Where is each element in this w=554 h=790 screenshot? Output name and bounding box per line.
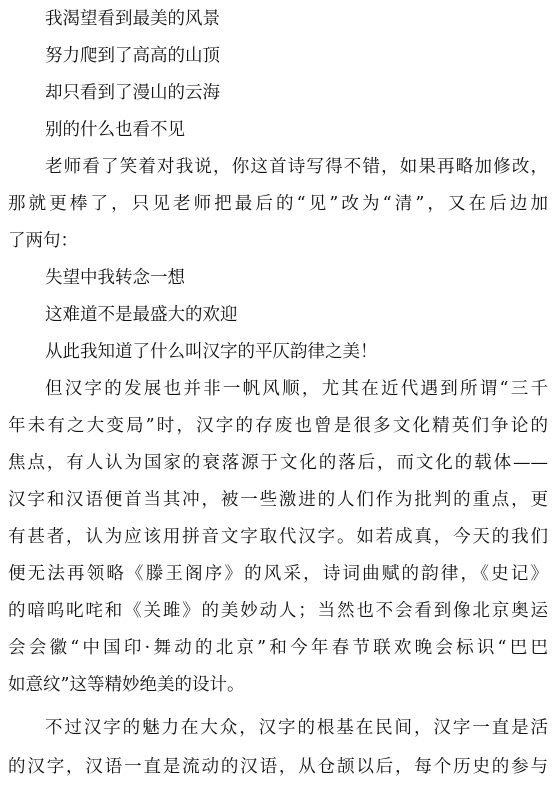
- poem-line-4: 别的什么也看不见: [45, 120, 185, 140]
- paragraph-line: 焦点，有人认为国家的衰落源于文化的落后，而文化的载体——: [8, 453, 548, 473]
- paragraph-line: 如意纹”这等精妙绝美的设计。: [8, 675, 245, 695]
- paragraph-line: 的汉字，汉语一直是流动的汉语，从仓颉以后，每个历史的参与: [8, 757, 548, 777]
- paragraph-line: 那就更棒了，只见老师把最后的“见”改为“清”，又在后边加: [8, 194, 548, 214]
- paragraph-line: 年未有之大变局”时，汉字的存废也曾是很多文化精英们争论的: [8, 416, 548, 436]
- paragraph-line: 老师看了笑着对我说，你这首诗写得不错，如果再略加修改，: [45, 157, 548, 177]
- paragraph-line: 但汉字的发展也并非一帆风顺，尤其在近代遇到所谓“三千: [45, 379, 548, 399]
- paragraph-line: 有甚者，认为应该用拼音文字取代汉字。如若成真，今天的我们: [8, 527, 548, 547]
- paragraph-line: 会会徽“中国印·舞动的北京”和今年春节联欢晚会标识“巴巴: [8, 638, 548, 658]
- poem-line-3: 却只看到了漫山的云海: [45, 83, 220, 103]
- paragraph-line: 的喑呜叱咤和《关雎》的美妙动人；当然也不会看到像北京奥运: [8, 601, 548, 621]
- paragraph-line: 汉字和汉语便首当其冲，被一些激进的人们作为批判的重点，更: [8, 490, 548, 510]
- poem-line-2: 努力爬到了高高的山顶: [45, 46, 220, 66]
- paragraph-line: 便无法再领略《滕王阁序》的风采，诗词曲赋的韵律，《史记》: [8, 564, 548, 584]
- poem-line-1: 我渴望看到最美的风景: [45, 9, 220, 29]
- paragraph-line: 了两句：: [8, 231, 78, 251]
- paragraph-line: 不过汉字的魅力在大众，汉字的根基在民间，汉字一直是活: [45, 718, 548, 738]
- poem-line-5: 失望中我转念一想: [45, 268, 185, 288]
- paragraph-line: 从此我知道了什么叫汉字的平仄韵律之美！: [45, 342, 378, 362]
- poem-line-6: 这难道不是最盛大的欢迎: [45, 305, 238, 325]
